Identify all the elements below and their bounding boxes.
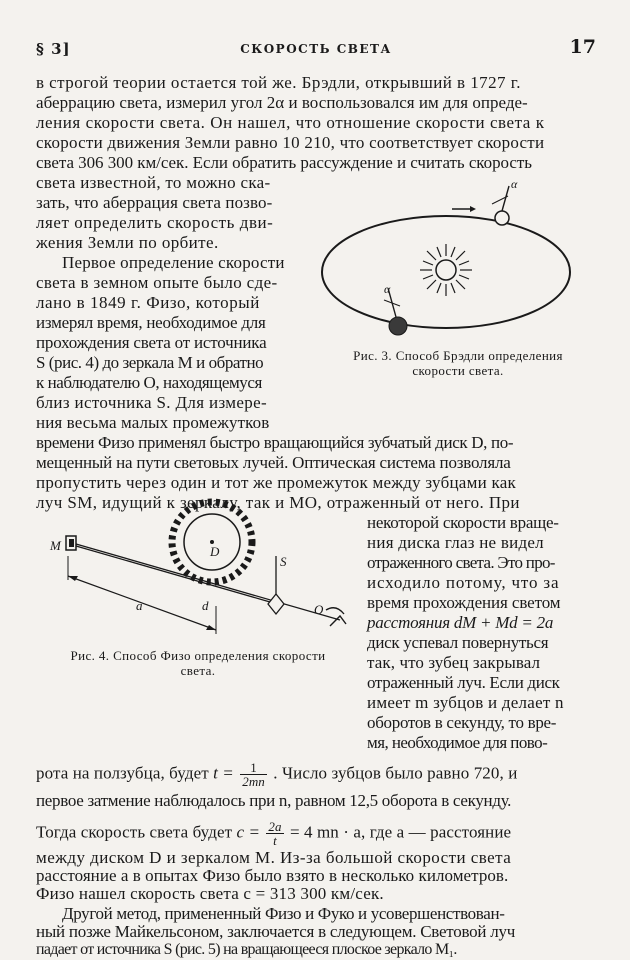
text-line: расстояния dM + Md = 2a	[367, 613, 554, 632]
text-line: некоторой скорости враще-	[367, 513, 559, 532]
figure-4-fizeau	[40, 486, 360, 646]
text-line: мещенный на пути световых лучей. Оптическая система позволяла	[36, 453, 511, 472]
text-line: ный позже Майкельсоном, заключается в следующем. Световой луч	[36, 922, 516, 941]
text-line: исходило потому, что за	[367, 573, 560, 592]
text-line: времени Физо применял быстро вращающийся зубчатый диск D, по-	[36, 433, 514, 452]
text-line: между диском D и зеркалом M. Из-за большой скорости света	[36, 848, 512, 867]
text-line: скорости движения Земли равно 10 210, что соответствует скорости	[36, 133, 545, 152]
text-line: падает от источника S (рис. 5) на вращающееся плоское зеркало M₁.	[36, 941, 457, 958]
page-number: 17	[569, 36, 596, 58]
label-a: a	[136, 598, 143, 613]
beam-splitter	[268, 594, 284, 614]
running-header	[36, 36, 596, 62]
earth-bottom	[389, 317, 407, 335]
figure-3-caption-line-2: скорости света.	[412, 363, 504, 378]
text-line: мя, необходимое для пово-	[367, 733, 548, 752]
text-line: ния весьма малых промежутков	[36, 413, 270, 432]
text-line: зать, что аберрация света позво-	[36, 193, 273, 212]
fraction-denominator: 2mn	[242, 774, 265, 789]
text-line: измерял время, необходимое для	[36, 313, 266, 332]
text-line: к наблюдателю O, находящемуся	[36, 373, 262, 392]
text-line: так, что зубец закрывал	[367, 653, 541, 672]
text-fragment: = 4 mn · a, где a — расстояние	[289, 822, 512, 842]
text-line: ляет определить скорость дви-	[36, 213, 274, 232]
label-d: d	[202, 598, 209, 613]
text-line: первое затмение наблюдалось при n, равном 12,5 оборота в секунду.	[36, 791, 512, 810]
figure-4-caption-line-1: Рис. 4. Способ Физо определения скорости	[70, 648, 326, 663]
fraction	[240, 761, 267, 788]
text-line: ления скорости света. Он нашел, что отношение скорости света к	[36, 113, 545, 132]
earth-top	[495, 211, 509, 225]
fraction	[266, 820, 283, 847]
alpha-label-top: α	[511, 177, 518, 191]
text-line: отраженного света. Это про-	[367, 553, 555, 572]
text-line: Физо нашел скорость света c = 313 300 км/сек.	[36, 884, 384, 903]
text-line: света в земном опыте было сде-	[36, 273, 278, 292]
fraction-denominator: t	[273, 833, 277, 848]
alpha-label-bottom: α	[384, 282, 391, 296]
text-line: жения Земли по орбите.	[36, 233, 219, 252]
text-line: Первое определение скорости	[62, 253, 285, 272]
text-fragment: Тогда скорость света будет	[36, 822, 233, 842]
running-title: СКОРОСТЬ СВЕТА	[240, 42, 392, 56]
text-line: S (рис. 4) до зеркала M и обратно	[36, 353, 264, 372]
text-line: расстояние a в опытах Физо было взято в несколько километров.	[36, 866, 509, 885]
formula-line	[36, 761, 517, 788]
direction-arrow-icon	[452, 206, 476, 212]
formula-lhs: t =	[213, 763, 234, 783]
text-line: оборотов в секунду, то вре-	[367, 713, 557, 732]
text-line: близ источника S. Для измере-	[36, 393, 268, 412]
text-line: в строгой теории остается той же. Брэдли, открывший в 1727 г.	[36, 73, 521, 92]
formula-lhs: c =	[236, 822, 261, 842]
label-m: M	[50, 538, 61, 553]
text-line: диск успевал повернуться	[367, 633, 549, 652]
text-fragment: рота на ползубца, будет	[36, 763, 209, 783]
text-line: лано в 1849 г. Физо, который	[36, 293, 260, 312]
figure-3-caption-line-1: Рис. 3. Способ Брэдли определения	[353, 348, 563, 363]
formula-line	[36, 820, 511, 847]
earth-orbit	[322, 216, 570, 328]
fraction-numerator: 1	[240, 761, 267, 775]
section-marker: § 3]	[36, 40, 71, 58]
text-line: света 306 300 км/сек. Если обратить рассуждение и считать скорость	[36, 153, 533, 172]
fraction-numerator: 2a	[268, 819, 282, 834]
text-line: отраженный луч. Если диск	[367, 673, 560, 692]
label-o: O	[314, 602, 324, 617]
figure-3-bradley	[318, 176, 598, 356]
text-line: аберрацию света, измерил угол 2α и воспользовался им для опреде-	[36, 93, 528, 112]
toothed-disk	[172, 502, 252, 582]
text-fragment: . Число зубцов было равно 720, и	[273, 763, 518, 783]
sun-icon	[420, 244, 472, 296]
text-line: пропустить через один и тот же промежуток между зубцами как	[36, 473, 517, 492]
label-disk-d: D	[210, 544, 220, 559]
figure-4-caption-line-2: света.	[180, 663, 216, 678]
text-line: луч SM, идущий к зеркалу, так и MO, отраженный от него. При	[36, 493, 520, 512]
text-line: ния диска глаз не видел	[367, 533, 544, 552]
text-line: прохождения света от источника	[36, 333, 267, 352]
label-s: S	[280, 554, 287, 569]
text-line: света известной, то можно ска-	[36, 173, 271, 192]
text-line: имеет m зубцов и делает n	[367, 693, 564, 712]
text-line: время прохождения светом	[367, 593, 561, 612]
text-line: Другой метод, примененный Физо и Фуко и усовершенствован-	[62, 904, 505, 923]
